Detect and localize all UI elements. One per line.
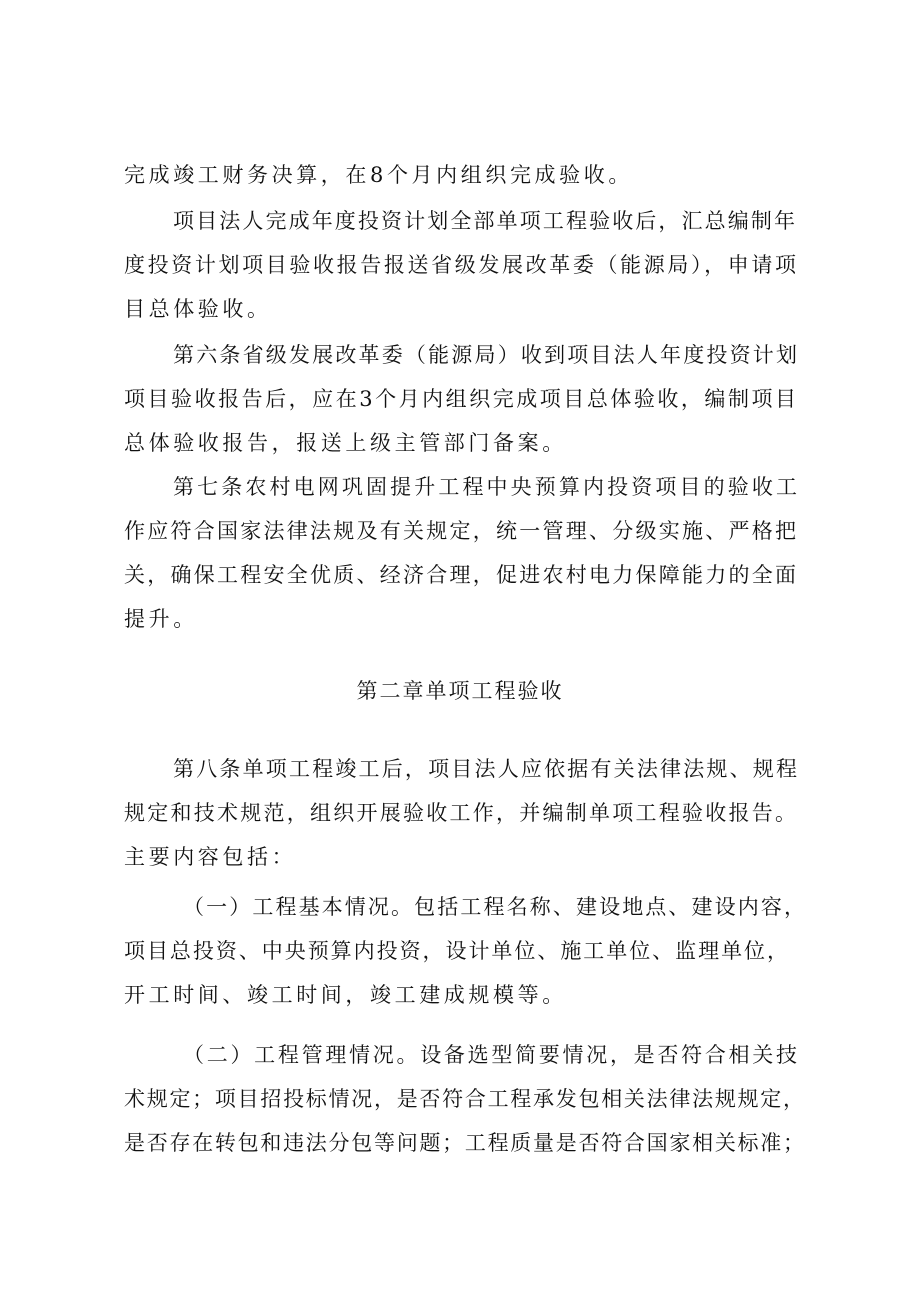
paragraph-line: 术规定；项目招投标情况，是否符合工程承发包相关法律法规规定，	[124, 1087, 804, 1111]
paragraph-line: 项目法人完成年度投资计划全部单项工程验收后，汇总编制年	[173, 209, 795, 233]
paragraph-line: 提升。	[124, 607, 198, 631]
paragraph-line: 关，确保工程安全优质、经济合理，促进农村电力保障能力的全面	[124, 563, 796, 587]
paragraph-line: 是否存在转包和违法分包等问题；工程质量是否符合国家相关标准；	[124, 1131, 804, 1155]
paragraph-line: （一）工程基本情况。包括工程名称、建设地点、建设内容，	[183, 895, 805, 919]
paragraph-line: 完成竣工财务决算，在8个月内组织完成验收。	[124, 163, 633, 187]
paragraph-line: 项目总投资、中央预算内投资，设计单位、施工单位、监理单位，	[124, 939, 788, 963]
paragraph-line: （二）工程管理情况。设备选型简要情况，是否符合相关技	[183, 1043, 797, 1067]
paragraph-line: 开工时间、竣工时间，竣工建成规模等。	[124, 983, 567, 1007]
paragraph-line: 第七条农村电网巩固提升工程中央预算内投资项目的验收工	[173, 475, 797, 499]
paragraph-line: 主要内容包括：	[124, 845, 297, 869]
paragraph-line: 度投资计划项目验收报告报送省级发展改革委（能源局），申请项	[124, 253, 796, 277]
paragraph-line: 作应符合国家法律法规及有关规定，统一管理、分级实施、严格把	[124, 519, 796, 543]
paragraph-line: 规定和技术规范，组织开展验收工作，并编制单项工程验收报告。	[124, 801, 796, 825]
paragraph-line: 第八条单项工程竣工后，项目法人应依据有关法律法规、规程	[173, 757, 797, 781]
paragraph-line: 项目验收报告后，应在3个月内组织完成项目总体验收，编制项目	[124, 387, 796, 411]
paragraph-line: 第六条省级发展改革委（能源局）收到项目法人年度投资计划	[173, 343, 797, 367]
chapter-heading: 第二章单项工程验收	[356, 679, 564, 703]
paragraph-line: 总体验收报告，报送上级主管部门备案。	[124, 431, 567, 455]
paragraph-line: 目总体验收。	[124, 297, 272, 321]
